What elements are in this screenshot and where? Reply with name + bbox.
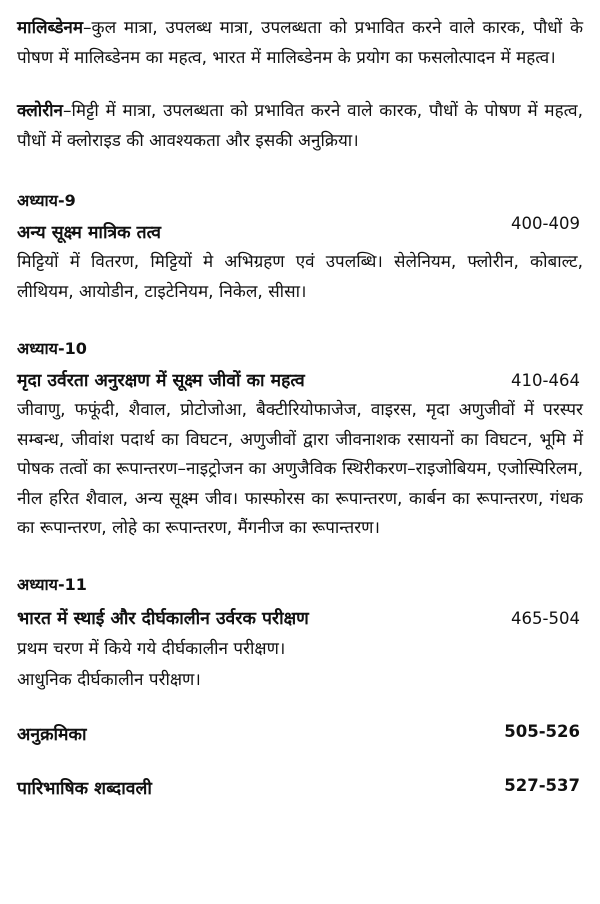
chapter-heading-row bbox=[17, 214, 583, 248]
molybdenum-description: –कुल मात्रा, उपलब्ध मात्रा, उपलब्धता को प्रभावित करने वाले कारक, पौधों के पोषण में मालिब्डेनम का महत्व, भारत में मालिब्डेनम के प्रयोग का फसलोत्पादन में महत्व। bbox=[17, 18, 583, 68]
glossary-entry bbox=[17, 776, 583, 800]
chapter-title: भारत में स्थाई और दीर्घकालीन उर्वरक परीक्षण bbox=[17, 608, 309, 629]
chlorine-description: –मिट्टी में मात्रा, उपलब्धता को प्रभावित करने वाले कारक, पौधों के पोषण में महत्व, पौधों में क्लोराइड की आवश्यकता और इसकी अनुक्रिया। bbox=[17, 101, 583, 151]
chapter-line: प्रथम चरण में किये गये दीर्घकालीन परीक्षण। bbox=[17, 638, 286, 659]
chapter-page-range: 400-409 bbox=[511, 214, 580, 233]
chapter-11-section bbox=[17, 574, 583, 696]
molybdenum-paragraph bbox=[17, 14, 583, 73]
chapter-heading-row bbox=[17, 366, 583, 396]
chapter-label: अध्याय-10 bbox=[17, 339, 87, 358]
chlorine-term: क्लोरीन bbox=[17, 101, 63, 121]
molybdenum-term: मालिब्डेनम bbox=[17, 18, 84, 38]
chapter-page-range: 410-464 bbox=[511, 371, 580, 390]
chapter-page-range: 465-504 bbox=[511, 608, 580, 628]
index-title: अनुक्रमिका bbox=[17, 724, 87, 745]
chapter-label: अध्याय-11 bbox=[17, 574, 87, 594]
chapter-line: आधुनिक दीर्घकालीन परीक्षण। bbox=[17, 669, 201, 690]
chapter-body: मिट्टियों में वितरण, मिट्टियों मे अभिग्रहण एवं उपलब्धि। सेलेनियम, फ्लोरीन, कोबाल्ट, लीथियम, आयोडीन, टाइटेनियम, निकेल, सीसा। bbox=[17, 252, 583, 302]
index-entry bbox=[17, 722, 583, 746]
chapter-heading-row bbox=[17, 604, 583, 634]
index-page-range: 505-526 bbox=[504, 721, 580, 741]
chlorine-paragraph bbox=[17, 97, 583, 156]
glossary-page-range: 527-537 bbox=[504, 775, 580, 795]
chapter-title: मृदा उर्वरता अनुरक्षण में सूक्ष्म जीवों का महत्व bbox=[17, 371, 305, 391]
chapter-10-section bbox=[17, 338, 583, 544]
chapter-9-section bbox=[17, 190, 583, 307]
chapter-label: अध्याय-9 bbox=[17, 191, 76, 210]
chapter-body: जीवाणु, फफूंदी, शैवाल, प्रोटोजोआ, बैक्टीरियोफाजेज, वाइरस, मृदा अणुजीवों में परस्पर सम्बन्ध, जीवांश पदार्थ का विघटन, अणुजीवों द्वारा जीवनाशक रसायनों का विघटन, भूमि में पोषक तत्वों का रूपान्तरण–नाइट्रोजन का अणुजैविक स्थिरीकरण–राइजोबियम, एजोस्पिरिलम, नील हरित शैवाल, अन्य सूक्ष्म जीव। फास्फोरस का रूपान्तरण, कार्बन का रूपान्तरण, गंधक का रूपान्तरण, लोहे का रूपान्तरण, मैंगनीज का रूपान्तरण। bbox=[17, 400, 583, 538]
glossary-title: पारिभाषिक शब्दावली bbox=[17, 778, 152, 799]
contents-page bbox=[17, 14, 583, 800]
chapter-title: अन्य सूक्ष्म मात्रिक तत्व bbox=[17, 223, 162, 243]
